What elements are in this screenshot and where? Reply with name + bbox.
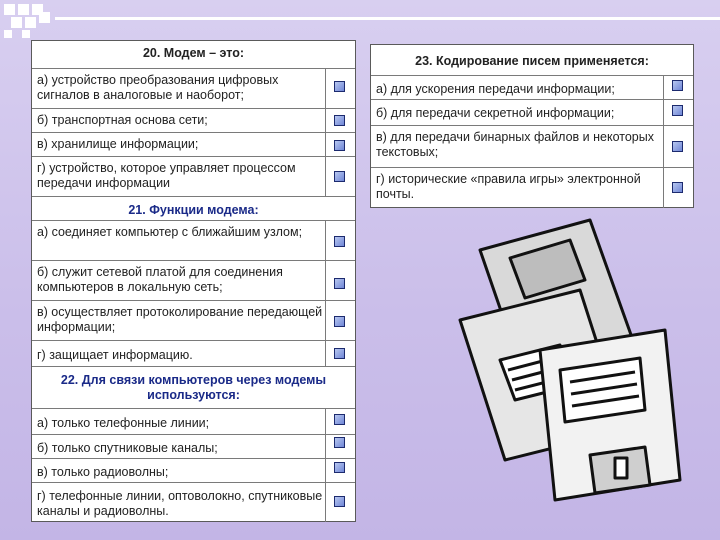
checkbox[interactable] [334, 437, 345, 448]
option-label: в) хранилище информации; [37, 137, 199, 151]
q22-option-b[interactable] [32, 434, 355, 458]
checkbox-cell [663, 168, 693, 208]
q23-option-c[interactable] [371, 125, 693, 167]
option-label: в) только радиоволны; [37, 465, 169, 479]
option-label: б) служит сетевой платой для соединения компьютеров в локальную сеть; [37, 265, 283, 294]
checkbox-cell [325, 483, 355, 522]
q20-option-b[interactable] [32, 108, 355, 132]
option-label: в) для передачи бинарных файлов и некоторых текстовых; [376, 130, 654, 159]
q20-option-c[interactable] [32, 132, 355, 156]
checkbox-cell [325, 409, 355, 434]
checkbox[interactable] [334, 278, 345, 289]
checkbox[interactable] [334, 115, 345, 126]
q21-option-c[interactable] [32, 300, 355, 340]
q23-option-b[interactable] [371, 99, 693, 125]
option-label: а) для ускорения передачи информации; [376, 82, 615, 96]
checkbox-cell [325, 341, 355, 366]
q23-option-a[interactable] [371, 75, 693, 99]
q21-option-d[interactable] [32, 340, 355, 366]
option-label: г) защищает информацию. [37, 348, 193, 362]
option-label: а) только телефонные линии; [37, 416, 210, 430]
q21-title: 21. Функции модема: [128, 203, 259, 217]
questions-table-right [370, 44, 694, 208]
q21-option-a[interactable] [32, 220, 355, 260]
checkbox[interactable] [334, 496, 345, 507]
checkbox[interactable] [334, 171, 345, 182]
q22-title: 22. Для связи компьютеров через модемы используются: [60, 373, 327, 402]
option-label: г) устройство, которое управляет процессом передачи информации [37, 161, 296, 190]
checkbox-cell [325, 109, 355, 132]
checkbox[interactable] [334, 236, 345, 247]
checkbox-cell [325, 157, 355, 196]
option-label: в) осуществляет протоколирование передающей информации; [37, 305, 323, 334]
q22-header-row [32, 366, 355, 408]
checkbox[interactable] [672, 105, 683, 116]
checkbox-cell [325, 133, 355, 156]
q21-option-b[interactable] [32, 260, 355, 300]
floppy-disks-illustration [440, 210, 690, 510]
option-label: г) исторические «правила игры» электронной почты. [376, 172, 641, 201]
option-label: а) соединяет компьютер с ближайшим узлом; [37, 225, 303, 239]
checkbox[interactable] [334, 414, 345, 425]
q23-title: 23. Кодирование писем применяется: [415, 54, 649, 68]
checkbox[interactable] [334, 462, 345, 473]
checkbox[interactable] [672, 141, 683, 152]
checkbox-cell [663, 100, 693, 125]
q20-title: 20. Модем – это: [142, 46, 245, 60]
q23-option-d[interactable] [371, 167, 693, 208]
checkbox-cell [663, 126, 693, 167]
checkbox-cell [325, 69, 355, 108]
checkbox-cell [325, 221, 355, 260]
header-rule [55, 17, 720, 20]
option-label: а) устройство преобразования цифровых сигналов в аналоговые и наоборот; [37, 73, 279, 102]
q22-option-a[interactable] [32, 408, 355, 434]
checkbox[interactable] [334, 316, 345, 327]
checkbox-cell [325, 459, 355, 482]
corner-decoration [0, 0, 90, 40]
checkbox-cell [325, 261, 355, 300]
q20-option-d[interactable] [32, 156, 355, 196]
checkbox[interactable] [334, 140, 345, 151]
option-label: б) транспортная основа сети; [37, 113, 208, 127]
checkbox[interactable] [334, 348, 345, 359]
option-label: г) телефонные линии, оптоволокно, спутниковые каналы и радиоволны. [37, 489, 323, 518]
checkbox-cell [663, 76, 693, 99]
q22-option-c[interactable] [32, 458, 355, 482]
questions-table-left [31, 40, 356, 522]
option-label: б) для передачи секретной информации; [376, 106, 615, 120]
q21-header-row [32, 196, 355, 220]
q20-option-a[interactable] [32, 68, 355, 108]
checkbox-cell [325, 301, 355, 340]
checkbox[interactable] [672, 182, 683, 193]
checkbox-cell [325, 435, 355, 458]
q22-option-d[interactable] [32, 482, 355, 522]
checkbox[interactable] [334, 81, 345, 92]
checkbox[interactable] [672, 80, 683, 91]
floppy-disks-icon [440, 210, 690, 510]
option-label: б) только спутниковые каналы; [37, 441, 218, 455]
